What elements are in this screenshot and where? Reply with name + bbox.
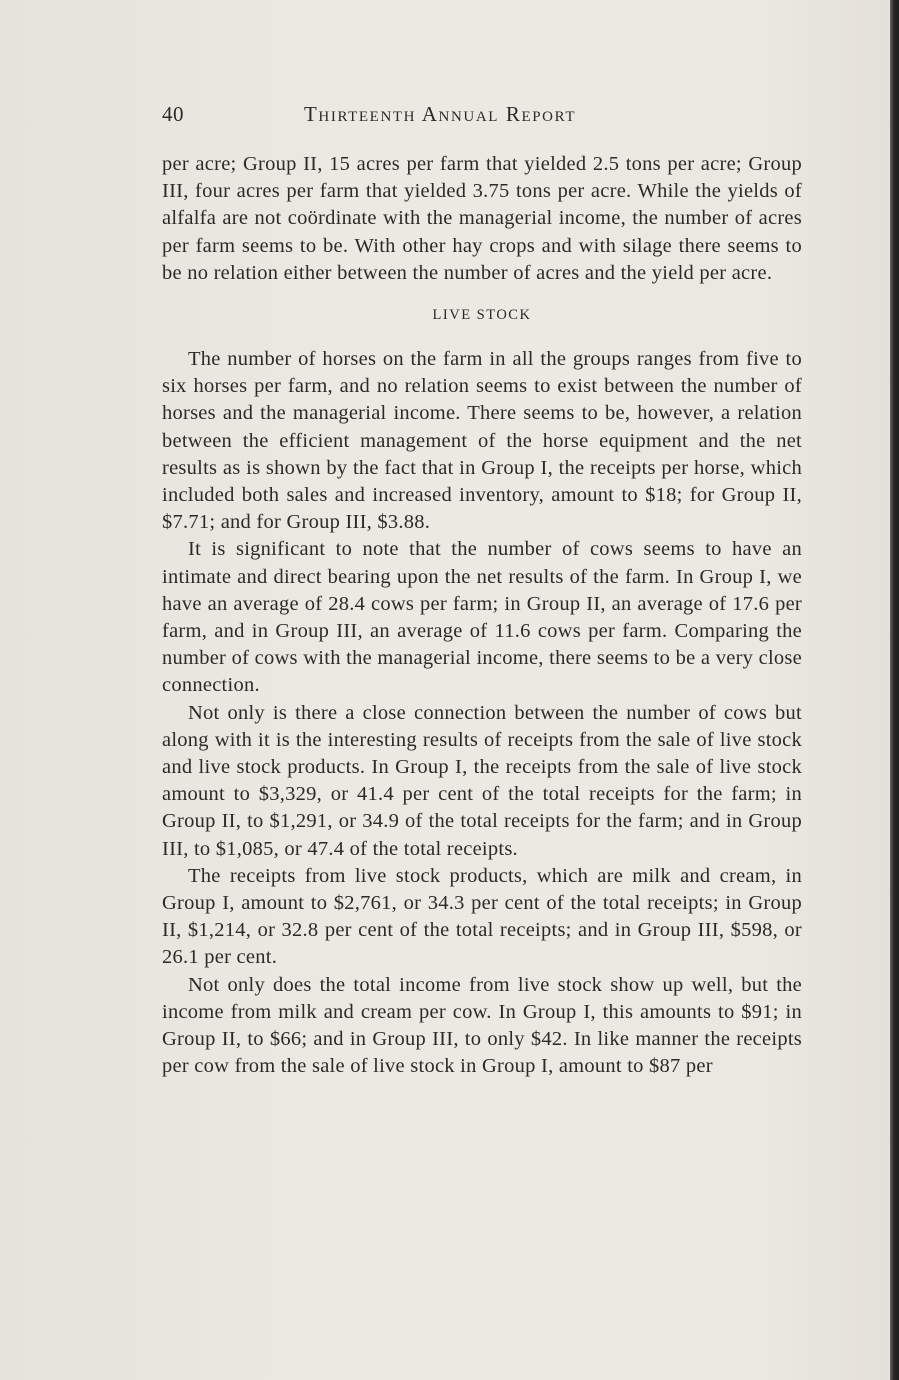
paragraph-horses: The number of horses on the farm in all the groups ranges from five to six horses per farm, and no relation seems to exist between the number of horses and the managerial income. There seems to be, however, a relation between the efficient management of the horse equipment and the net results as is shown by the fact that in Group I, the receipts per horse, which included both sales and increased inventory, amount to $18; for Group II, $7.71; and for Group III, $3.88. bbox=[162, 348, 802, 534]
paragraph-live-stock-receipts: Not only is there a close connection between the number of cows but along with it is the interesting results of receipts from the sale of live stock and live stock products. In Group I, the receipts from the sale of live stock amount to $3,329, or 41.4 per cent of the total receipts for the farm; in Group II, to $1,291, or 34.9 of the total receipts for the farm; and in Group III, to $1,085, or 47.4 of the total receipts. bbox=[162, 701, 802, 860]
running-title: Thirteenth Annual Report bbox=[304, 102, 577, 126]
page-header bbox=[162, 102, 802, 132]
section-heading-live-stock: LIVE STOCK bbox=[432, 307, 532, 324]
book-spine-edge bbox=[890, 0, 899, 1380]
body-text bbox=[162, 151, 802, 1081]
page-number: 40 bbox=[162, 102, 184, 126]
paragraph-live-stock-products: The receipts from live stock products, which are milk and cream, in Group I, amount to $2,761, or 34.3 per cent of the total receipts; in Group II, $1,214, or 32.8 per cent of the total receipts; and in Group III, $598, or 26.1 per cent. bbox=[162, 864, 802, 969]
paragraph-income-per-cow: Not only does the total income from live stock show up well, but the income from milk and cream per cow. In Group I, this amounts to $91; in Group II, to $66; and in Group III, to only $42. In like manner the receipts per cow from the sale of live stock in Group I, amount to $87 per bbox=[162, 973, 802, 1078]
paragraph-alfalfa-continued: per acre; Group II, 15 acres per farm that yielded 2.5 tons per acre; Group III, four acres per farm that yielded 3.75 tons per acre. While the yields of alfalfa are not coördinate with the managerial income, the number of acres per farm seems to be. With other hay crops and with silage there seems to be no relation either between the number of acres and the yield per acre. bbox=[162, 153, 802, 284]
paragraph-cows: It is significant to note that the number of cows seems to have an intimate and direct bearing upon the net results of the farm. In Group I, we have an average of 28.4 cows per farm; in Group II, an average of 17.6 per farm, and in Group III, an average of 11.6 cows per farm. Comparing the number of cows with the managerial income, there seems to be a very close connection. bbox=[162, 538, 802, 697]
